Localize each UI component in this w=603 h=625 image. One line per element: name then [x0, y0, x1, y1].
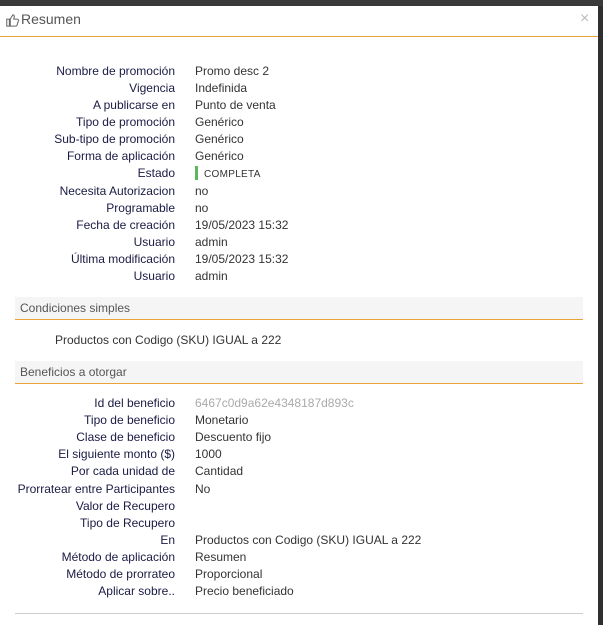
benefit-value: Precio beneficiado [195, 584, 294, 598]
benefit-label: Valor de Recupero [75, 499, 175, 513]
detail-label: Vigencia [129, 81, 175, 95]
modal-header [0, 6, 598, 37]
detail-row [0, 115, 598, 132]
detail-value: admin [195, 235, 228, 249]
detail-label: Usuario [133, 235, 175, 249]
detail-label: Forma de aplicación [66, 149, 175, 163]
detail-value: admin [195, 269, 228, 283]
benefit-row [0, 396, 598, 413]
detail-row [0, 201, 598, 218]
status-badge [195, 166, 261, 180]
benefit-value: No [195, 482, 211, 496]
benefit-value: Monetario [195, 413, 249, 427]
benefit-row [0, 533, 598, 550]
benefit-id: 6467c0d9a62e4348187d893c [195, 396, 354, 410]
detail-row [0, 98, 598, 115]
benefit-row [0, 516, 598, 533]
status-indicator [195, 166, 198, 180]
detail-row [0, 218, 598, 235]
benefit-value: Descuento fijo [195, 430, 272, 444]
benefit-label: Método de aplicación [61, 550, 175, 564]
modal-title: Resumen [21, 11, 81, 27]
detail-value: 19/05/2023 15:32 [195, 218, 289, 232]
detail-label: Usuario [133, 269, 175, 283]
close-button[interactable]: × [580, 10, 590, 27]
benefit-label: Tipo de beneficio [84, 413, 175, 427]
detail-label: Fecha de creación [76, 218, 175, 232]
detail-row [0, 235, 598, 252]
detail-value: Genérico [195, 115, 244, 129]
benefit-row [0, 550, 598, 567]
benefit-label: Clase de beneficio [76, 430, 175, 444]
detail-row [0, 252, 598, 269]
benefit-label: Tipo de Recupero [80, 516, 175, 530]
benefit-row [0, 499, 598, 516]
divider [15, 613, 583, 614]
detail-value: Punto de venta [195, 98, 276, 112]
benefit-label: Por cada unidad de [70, 464, 175, 478]
detail-value: Promo desc 2 [195, 64, 270, 78]
detail-label: Necesita Autorizacion [59, 184, 175, 198]
benefit-value: Proporcional [195, 567, 263, 581]
detail-label: Sub-tipo de promoción [54, 132, 175, 146]
detail-row [0, 81, 598, 98]
benefit-label: En [160, 533, 175, 547]
benefit-label: Id del beneficio [94, 396, 175, 410]
benefit-row [0, 430, 598, 447]
detail-row [0, 132, 598, 149]
detail-value: 19/05/2023 15:32 [195, 252, 289, 266]
benefit-value: Resumen [195, 550, 247, 564]
section-title: Beneficios a otorgar [20, 365, 127, 379]
detail-label: A publicarse en [92, 98, 175, 112]
benefit-value: 1000 [195, 447, 222, 461]
benefit-label: Prorratear entre Participantes [17, 482, 175, 496]
benefits-section-header [15, 361, 583, 384]
detail-value: no [195, 184, 209, 198]
summary-modal [0, 6, 598, 625]
benefit-row [0, 447, 598, 464]
section-title: Condiciones simples [20, 301, 131, 315]
detail-row [0, 269, 598, 286]
benefit-row [0, 567, 598, 584]
benefit-row [0, 413, 598, 430]
detail-value: Indefinida [195, 81, 248, 95]
detail-label: Nombre de promoción [56, 64, 175, 78]
benefit-label: El siguiente monto ($) [58, 447, 175, 461]
benefit-value: Cantidad [195, 464, 244, 478]
detail-label: Tipo de promoción [76, 115, 175, 129]
detail-label: Programable [106, 201, 175, 215]
benefit-row [0, 482, 598, 499]
benefit-row [0, 464, 598, 481]
benefit-label: Método de prorrateo [66, 567, 175, 581]
thumbs-up-icon [5, 13, 19, 27]
detail-value: Genérico [195, 132, 244, 146]
detail-value: no [195, 201, 209, 215]
page-scrollbar[interactable] [598, 6, 603, 625]
detail-row [0, 64, 598, 81]
benefit-value: Productos con Codigo (SKU) IGUAL a 222 [195, 533, 422, 547]
benefit-label: Aplicar sobre.. [98, 584, 175, 598]
detail-label: Estado [137, 166, 175, 180]
detail-row [0, 184, 598, 201]
detail-label: Última modificación [70, 252, 175, 266]
detail-row [0, 149, 598, 166]
status-text: COMPLETA [204, 169, 261, 180]
conditions-section-header [15, 297, 583, 320]
detail-value: Genérico [195, 149, 244, 163]
benefit-row [0, 584, 598, 601]
detail-row [0, 166, 598, 183]
condition-item: Productos con Codigo (SKU) IGUAL a 222 [55, 333, 282, 347]
